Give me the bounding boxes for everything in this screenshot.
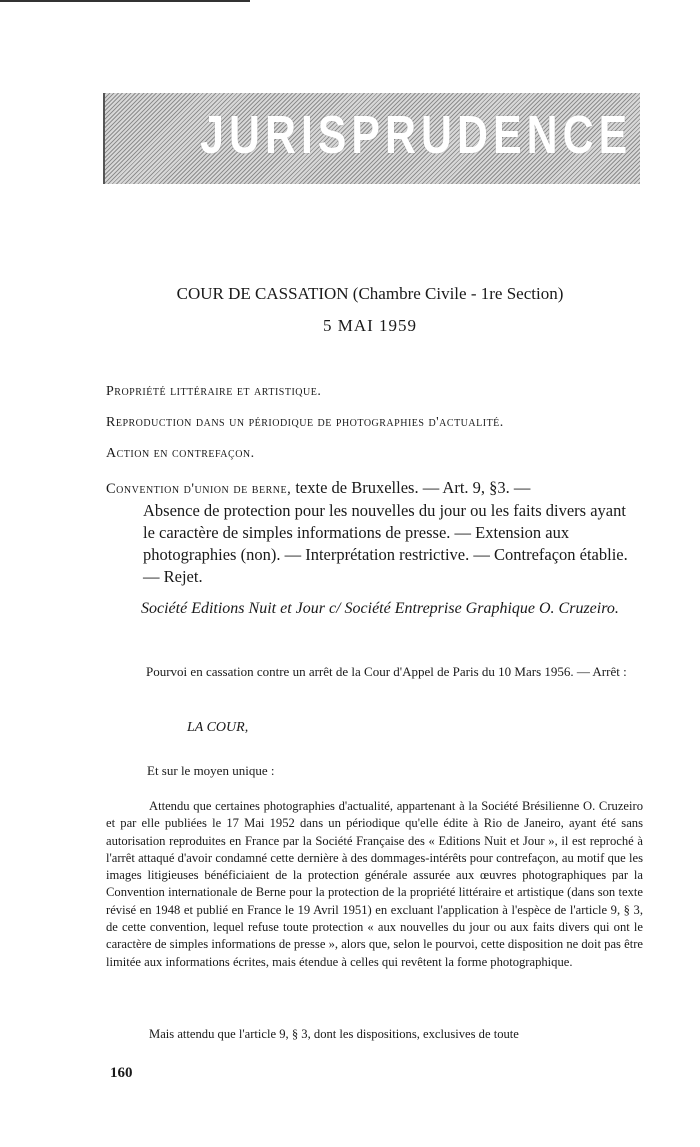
- keyword-4-rest: texte de Bruxelles. — Art. 9, §3. —: [295, 478, 531, 497]
- paragraph-2: Mais attendu que l'article 9, § 3, dont les dispositions, exclusives de toute: [149, 1027, 519, 1041]
- section-title: JURISPRUDENCE: [200, 105, 633, 165]
- decision-date: 5 MAI 1959: [322, 316, 418, 335]
- keyword-summary: [106, 477, 641, 588]
- keyword-3: Action en contrefaçon.: [106, 446, 255, 461]
- keyword-1: Propriété littéraire et artistique.: [106, 384, 322, 399]
- paragraph-1: Attendu que certaines photographies d'actualité, appartenant à la Société Brésilienne O. Cruzeiro et par elle publiées le 17 Mai 1952 dans un périodique qu'elle édite à Rio de Janeiro, ayant été sans autorisation reproduites en France par la Société Française des « Editions Nuit et Jour », il est reproché à l'arrêt attaqué d'avoir condamné cette dernière à des dommages-intérêts pour contrefaçon, au motif que les images litigieuses bénéficiaient de la protection générale assurée aux œuvres photographiques par la Convention internationale de Berne pour la protection de la propriété littéraire et artistique (dans son texte révisé en 1948 et publié en France le 19 Avril 1951) en excluant l'application à l'espèce de l'article 9, § 3, de cette convention, lequel refuse toute protection « aux nouvelles du jour ou aux faits divers qui ont le caractère de simples informations de presse », alors que, selon le pourvoi, cette disposition ne doit pas être limitée aux informations écrites, mais étendue à celles qui revêtent la forme photographique.: [106, 799, 643, 969]
- la-cour-heading: LA COUR,: [187, 720, 249, 735]
- page-number: 160: [110, 1065, 133, 1081]
- keyword-4-lead: Convention d'union de berne,: [106, 481, 292, 497]
- moyen-line: Et sur le moyen unique :: [147, 763, 275, 778]
- procedure-text: Pourvoi en cassation contre un arrêt de la Cour d'Appel de Paris du 10 Mars 1956. — Arrêt :: [146, 664, 627, 679]
- top-rule: [0, 0, 250, 2]
- keyword-4-body: Absence de protection pour les nouvelles du jour ou les faits divers ayant le caractère de simples informations de presse. — Extension aux photographies (non). — Interprétation restrictive. — Contrefaçon établie. — Rejet.: [143, 501, 628, 586]
- court-heading: COUR DE CASSATION (Chambre Civile - 1re Section): [176, 284, 564, 303]
- keyword-2: Reproduction dans un périodique de photographies d'actualité.: [106, 415, 504, 430]
- parties: Société Editions Nuit et Jour c/ Société Entreprise Graphique O. Cruzeiro.: [141, 600, 619, 617]
